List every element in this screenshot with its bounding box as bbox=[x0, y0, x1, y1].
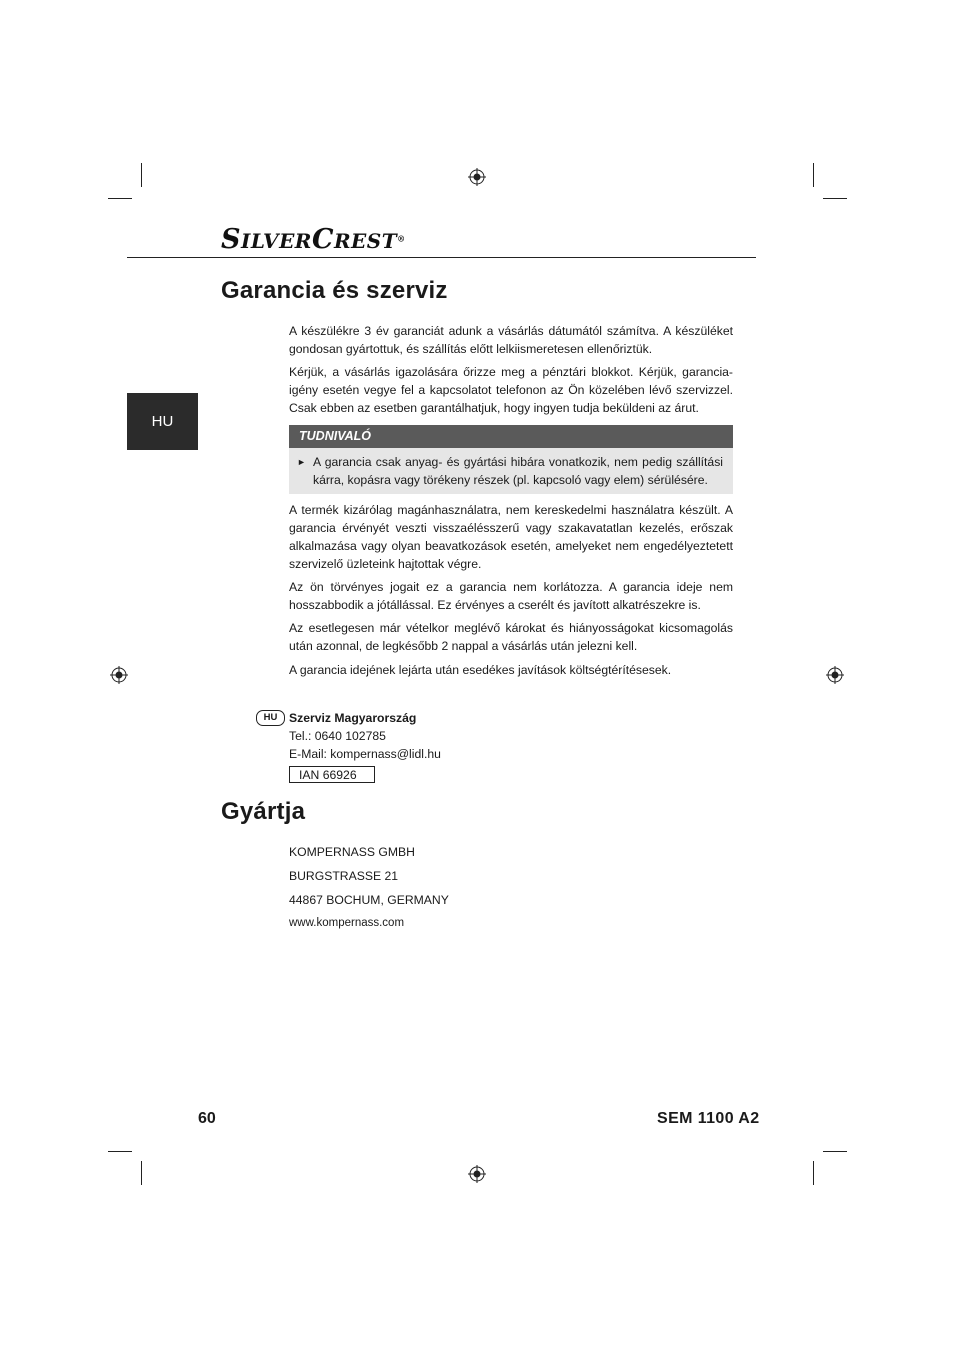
registration-mark-icon bbox=[110, 666, 128, 684]
warranty-paragraph: A készülékre 3 év garanciát adunk a vásárlás dátumától számítva. A készüléket gondosan gyártottuk, és szállítás előtt lelkiismeretesen ellenőriztük. bbox=[289, 324, 733, 356]
warranty-paragraph: Az ön törvényes jogait ez a garancia nem korlátozza. A garancia ideje nem hosszabbodik a jótállással. Ez érvényes a cserélt és javított alkatrészekre is. bbox=[289, 580, 733, 612]
page-number: 60 bbox=[198, 1110, 216, 1127]
crop-mark bbox=[108, 1151, 132, 1152]
section-title-warranty: Garancia és szerviz bbox=[221, 277, 448, 304]
section-title-manufacturer: Gyártja bbox=[221, 798, 306, 825]
warranty-paragraph: A termék kizárólag magánhasználatra, nem kereskedelmi használatra készült. A garancia érvényét veszti visszaélésszerű vagy szakavatatlan kezelés, erőszak alkalmazása vagy olyan beavatkozások esetén, amelyeket nem engedélyeztetett szervizelő üzleteink hajtottak végre. bbox=[289, 503, 733, 571]
service-contact bbox=[289, 709, 441, 763]
crop-mark bbox=[813, 1161, 814, 1185]
note-body bbox=[289, 448, 733, 494]
bullet-arrow-icon: ► bbox=[297, 457, 306, 467]
service-email: E-Mail: kompernass@lidl.hu bbox=[289, 747, 441, 761]
brand-logo: SILVERCREST® bbox=[221, 224, 406, 255]
manufacturer-website[interactable]: www.kompernass.com bbox=[289, 917, 405, 929]
country-badge: HU bbox=[256, 710, 285, 726]
service-phone: Tel.: 0640 102785 bbox=[289, 729, 386, 743]
warranty-paragraph: Az esetlegesen már vételkor meglévő károkat és hiányosságokat kicsomagolás után azonnal, de legkésőbb 2 nappal a vásárlás után jelezni kell. bbox=[289, 621, 733, 653]
crop-mark bbox=[141, 163, 142, 187]
crop-mark bbox=[108, 198, 132, 199]
note-heading: TUDNIVALÓ bbox=[289, 425, 733, 448]
crop-mark bbox=[813, 163, 814, 187]
manufacturer-line: KOMPERNASS GMBH bbox=[289, 845, 415, 859]
service-title: Szerviz Magyarország bbox=[289, 711, 417, 725]
manufacturer-line: BURGSTRASSE 21 bbox=[289, 869, 399, 883]
model-number: SEM 1100 A2 bbox=[657, 1110, 760, 1127]
crop-mark bbox=[823, 198, 847, 199]
warranty-paragraph: Kérjük, a vásárlás igazolására őrizze meg a pénztári blokkot. Kérjük, garancia-igény esetén vegye fel a kapcsolatot telefonon az Ön közelében lévő szervizzel. Csak ebben az esetben garantálhatjuk, hogy ingyen tudja beküldeni az árut. bbox=[289, 365, 733, 415]
crop-mark bbox=[823, 1151, 847, 1152]
header-divider bbox=[127, 257, 756, 258]
ian-number: IAN 66926 bbox=[289, 766, 375, 783]
note-box bbox=[289, 425, 733, 494]
manufacturer-line: 44867 BOCHUM, GERMANY bbox=[289, 893, 449, 907]
warranty-paragraph: A garancia idejének lejárta után esedékes javítások költségtérítésesek. bbox=[289, 663, 672, 677]
note-text: A garancia csak anyag- és gyártási hibára vonatkozik, nem pedig szállítási kárra, kopásra vagy törékeny részek (pl. kapcsoló vagy elem) sérülésére. bbox=[313, 455, 723, 487]
registration-mark-icon bbox=[468, 168, 486, 186]
registration-mark-icon bbox=[826, 666, 844, 684]
language-tab: HU bbox=[127, 393, 198, 450]
registration-mark-icon bbox=[468, 1165, 486, 1183]
crop-mark bbox=[141, 1161, 142, 1185]
